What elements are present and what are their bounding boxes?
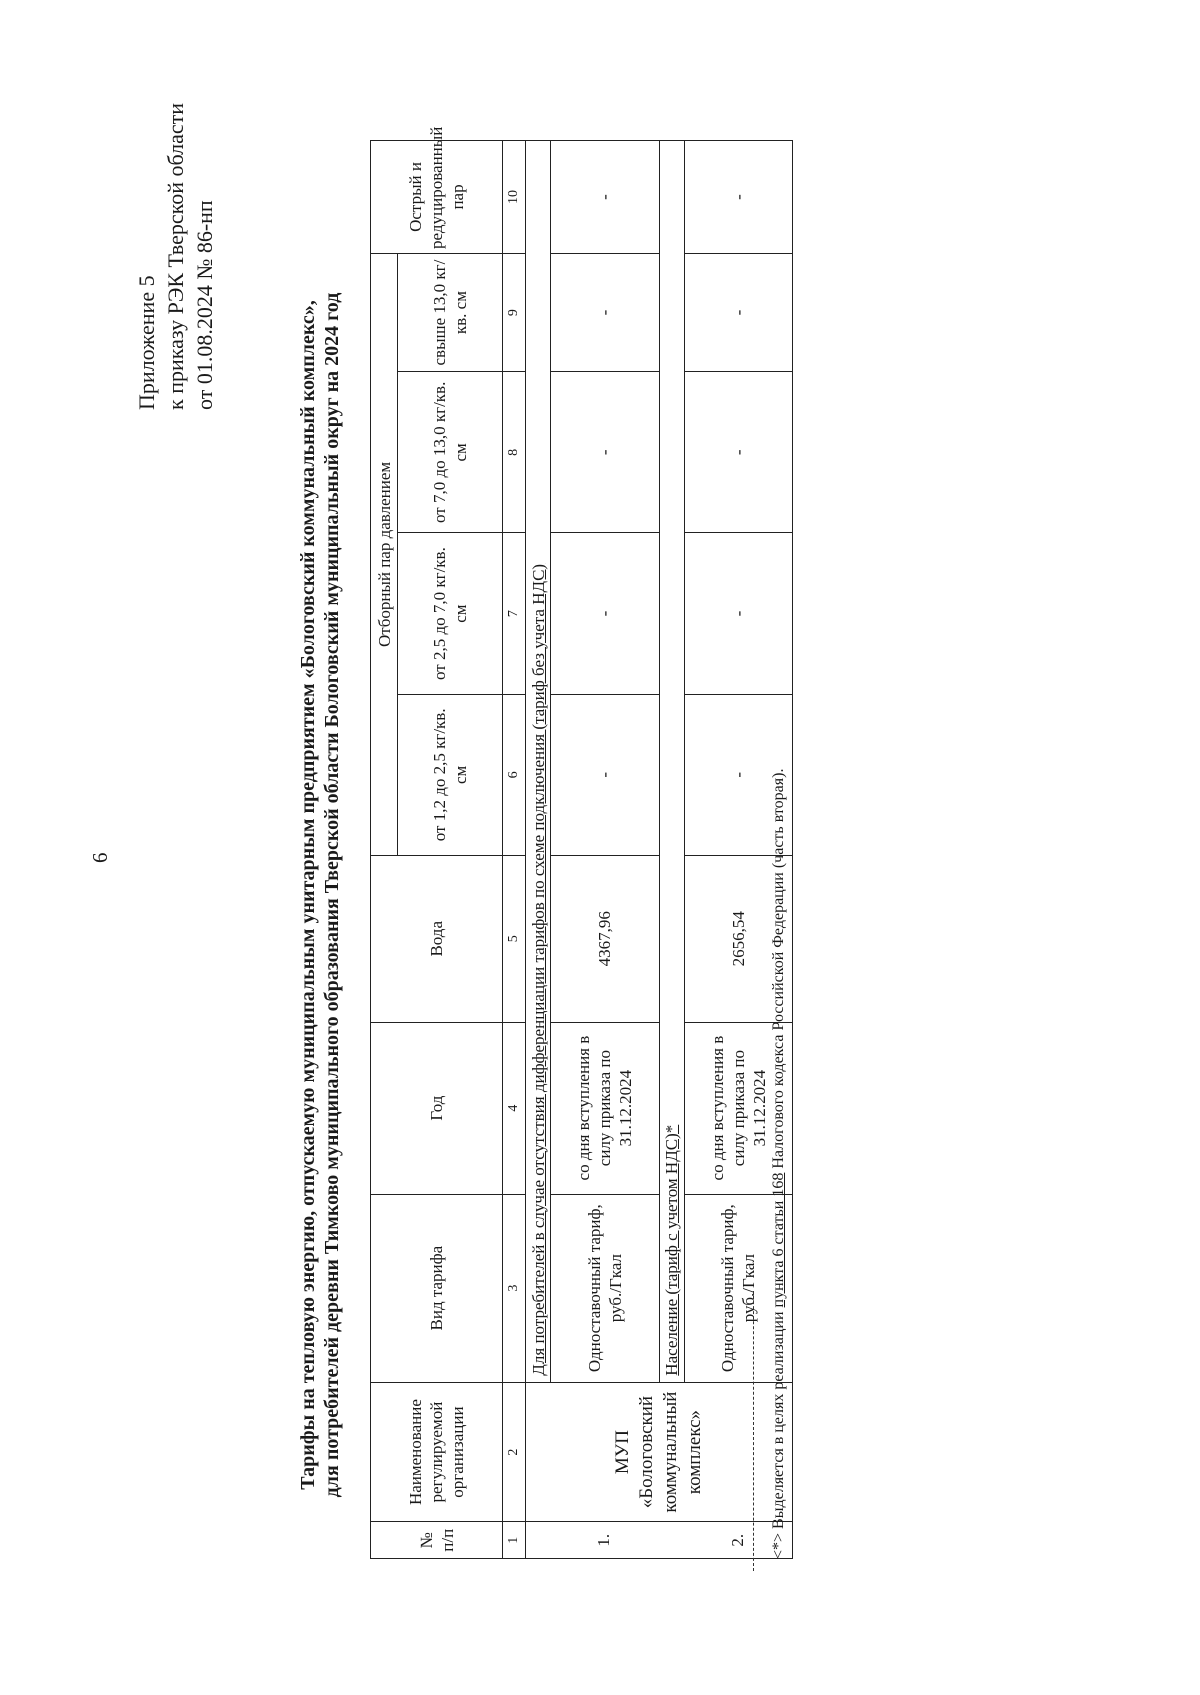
header-pressure-4: свыше 13,0 кг/кв. см — [398, 253, 503, 371]
section-heading-1-text: Для потребителей в случае отсутствия дифференциации тарифов по схеме подключения (тариф без учета НДС) — [528, 563, 548, 1376]
table-row — [551, 141, 660, 1559]
title-line-1: Тарифы на тепловую энергию, отпускаемую муниципальным унитарным предприятием «Бологовский коммунальный комплекс», — [297, 300, 319, 1490]
row1-sharp-steam: - — [551, 141, 660, 254]
page-number: 6 — [88, 852, 112, 863]
row2-pressure-2: - — [684, 533, 793, 694]
index-cell: 1 — [503, 1522, 526, 1559]
row2-pressure-3: - — [684, 372, 793, 533]
row1-year: со дня вступления в силу приказа по 31.12.2024 — [551, 1022, 660, 1194]
row2-pressure-4: - — [684, 253, 793, 371]
row1-water: 4367,96 — [551, 855, 660, 1022]
footnote-link[interactable]: пункта 6 статьи 168 — [770, 1172, 787, 1308]
row-number: 2. — [727, 1533, 747, 1547]
index-cell: 8 — [503, 372, 526, 533]
section-heading-1 — [526, 141, 551, 1383]
row1-pressure-3: - — [551, 372, 660, 533]
index-cell: 4 — [503, 1022, 526, 1194]
index-cell: 7 — [503, 533, 526, 694]
row2-sharp-steam: - — [684, 141, 793, 254]
appendix-line-2: к приказу РЭК Тверской области — [163, 102, 188, 410]
index-row — [503, 141, 526, 1559]
row2-water: 2656,54 — [684, 855, 793, 1022]
header-pressure-1: от 1,2 до 2,5 кг/кв. см — [398, 694, 503, 855]
index-cell: 10 — [503, 141, 526, 254]
section-row-2 — [659, 141, 684, 1559]
row-number: 1. — [593, 1533, 613, 1547]
appendix-line-3: от 01.08.2024 № 86-нп — [192, 200, 217, 410]
tariff-table — [370, 126, 793, 1559]
row1-pressure-1: - — [551, 694, 660, 855]
header-pressure-3: от 7,0 до 13,0 кг/кв. см — [398, 372, 503, 533]
row1-tariff-type: Одноставочный тариф, руб./Гкал — [551, 1194, 660, 1382]
row1-pressure-4: - — [551, 253, 660, 371]
row-number — [526, 1522, 548, 1558]
section-heading-2 — [659, 141, 684, 1383]
index-cell: 9 — [503, 253, 526, 371]
index-cell: 3 — [503, 1194, 526, 1382]
header-num: № п/п — [371, 1522, 503, 1559]
org-name: МУП «Бологовский коммунальный комплекс» — [526, 1382, 793, 1522]
appendix-line-1: Приложение 5 — [134, 275, 159, 410]
header-row-1 — [371, 141, 398, 1559]
header-year: Год — [371, 1022, 503, 1194]
footnote-separator — [753, 1291, 754, 1571]
footnote — [770, 769, 788, 1559]
footnote-prefix: <*> Выделяется в целях реализации — [770, 1307, 787, 1559]
row2-tariff-type: Одноставочный тариф, руб./Гкал — [684, 1194, 793, 1382]
title-line-2: для потребителей деревни Тимково муниципального образования Тверской области Бологовский муниципальный округ на 2024 год — [321, 292, 343, 1498]
index-cell: 5 — [503, 855, 526, 1022]
appendix-block — [132, 103, 219, 410]
document-title — [296, 195, 344, 1595]
index-cell: 6 — [503, 694, 526, 855]
row2-year: со дня вступления в силу приказа по 31.12.2024 — [684, 1022, 793, 1194]
row-number — [658, 1522, 682, 1558]
section-row-1 — [526, 141, 551, 1559]
section-heading-2-text: Население (тариф с учетом НДС)* — [662, 1124, 681, 1376]
header-water: Вода — [371, 855, 503, 1022]
header-steam: Отборный пар давлением — [371, 253, 398, 855]
footnote-suffix: Налогового кодекса Российской Федерации (часть вторая). — [770, 768, 787, 1173]
header-pressure-2: от 2,5 до 7,0 кг/кв. см — [398, 533, 503, 694]
row1-pressure-2: - — [551, 533, 660, 694]
header-org: Наименование регулируемой организации — [371, 1382, 503, 1522]
index-cell: 2 — [503, 1382, 526, 1522]
header-sharp-steam: Острый и редуцированный пар — [371, 141, 503, 254]
row2-pressure-1: - — [684, 694, 793, 855]
header-tariff-type: Вид тарифа — [371, 1194, 503, 1382]
